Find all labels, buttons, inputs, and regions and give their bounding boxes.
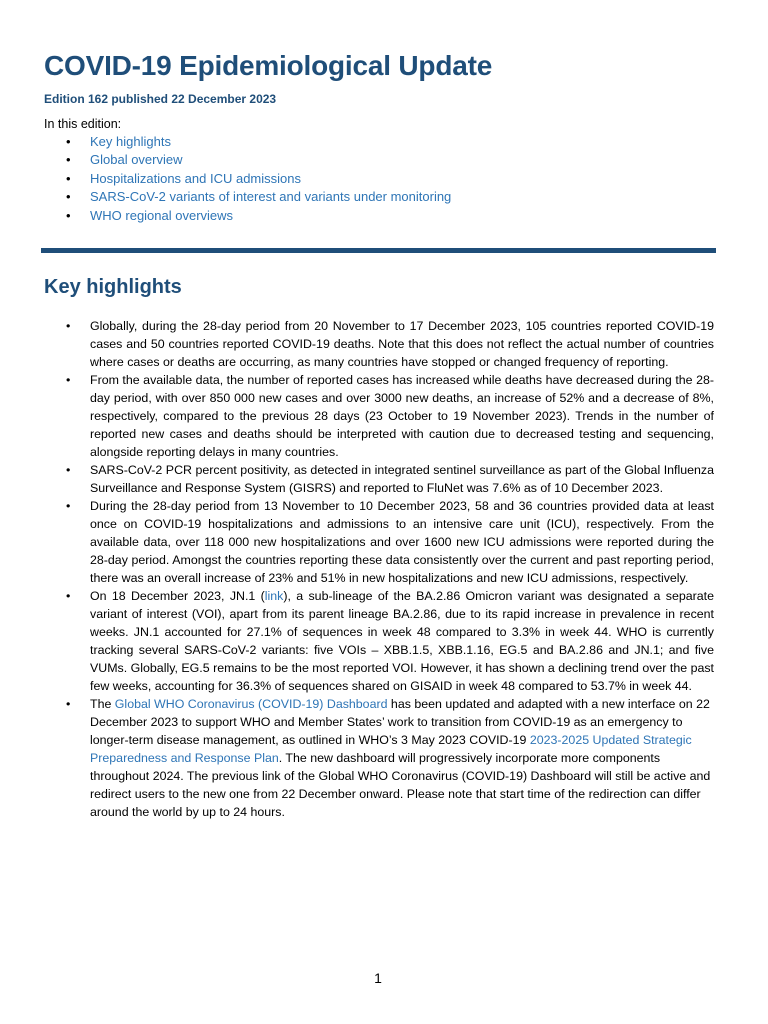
bullet-icon: • — [66, 319, 71, 333]
toc-item-regional-overviews — [44, 207, 451, 225]
section-divider — [41, 248, 716, 253]
highlight-text: Globally, during the 28-day period from 20 November to 17 December 2023, 105 countries reported COVID-19 cases and 50 countries reported COVID-19 deaths. Note that this does not reflect the actual number of countries where cases or deaths are occurring, as many countries have stopped or changed frequency of reporting. — [90, 319, 714, 369]
bullet-icon: • — [66, 170, 71, 186]
page-number: 1 — [374, 970, 382, 986]
list-item — [44, 461, 714, 497]
bullet-icon: • — [66, 134, 71, 149]
toc-item-hospitalizations — [44, 170, 451, 188]
bullet-icon: • — [66, 463, 71, 477]
list-item — [44, 497, 714, 587]
toc-link-hospitalizations[interactable]: Hospitalizations and ICU admissions — [90, 170, 301, 186]
strategic-plan-link[interactable]: 2023-2025 Updated Strategic Preparedness and Response Plan — [90, 733, 692, 765]
toc-item-key-highlights — [44, 133, 451, 151]
highlight-text-part: has been updated and adapted with a new interface on 22 December 2023 to support WHO and Member States’ work to transition from COVID-19 as an emergency to longer-term disease management, as outlined in WHO’s 3 May 2023 COVID-19 — [90, 697, 710, 747]
toc-link-global-overview[interactable]: Global overview — [90, 152, 183, 168]
jn1-link[interactable]: link — [264, 589, 284, 603]
highlight-text-part: ), a sub-lineage of the BA.2.86 Omicron variant was designated a separate variant of interest (VOI), apart from its parent lineage BA.2.86, due to its rapid increase in prevalence in recent weeks. JN.1 accounted for 27.1% of sequences in week 48 compared to 3.3% in week 44. WHO is currently tracking several SARS-CoV-2 variants: five VOIs – XBB.1.5, XBB.1.16, EG.5 and BA.2.86 and JN.1; and five VUMs. Globally, EG.5 remains to be the most reported VOI. However, it has shown a declining trend over the past few weeks, accounting for 36.3% of sequences shared on GISAID in week 48 compared to 53.7% in week 44. — [90, 589, 714, 693]
toc-link-regional-overviews[interactable]: WHO regional overviews — [90, 207, 234, 223]
section-title-key-highlights: Key highlights — [44, 276, 182, 298]
bullet-icon: • — [66, 589, 71, 603]
bullet-icon: • — [66, 152, 71, 168]
key-highlights-list — [44, 317, 714, 821]
edition-line: Edition 162 published 22 December 2023 — [44, 92, 277, 106]
bullet-icon: • — [66, 499, 71, 513]
table-of-contents — [44, 133, 451, 225]
highlight-text-part: On 18 December 2023, JN.1 ( — [90, 589, 265, 603]
highlight-text: During the 28-day period from 13 November to 10 December 2023, 58 and 36 countries provided data at least once on COVID-19 hospitalizations and admissions to an intensive care unit (ICU), respectively. From the available data, over 118 000 new hospitalizations and over 1600 new ICU admissions were reported during the 28-day period. Amongst the countries reporting these data consistently over the current and past reporting period, there was an overall increase of 23% and 51% in new hospitalizations and new ICU admissions, respectively. — [90, 499, 714, 585]
list-item — [44, 317, 714, 371]
toc-link-key-highlights[interactable]: Key highlights — [90, 134, 171, 149]
in-this-edition-label: In this edition: — [44, 117, 122, 131]
highlight-text: SARS-CoV-2 PCR percent positivity, as detected in integrated sentinel surveillance as part of the Global Influenza Surveillance and Response System (GISRS) and reported to FluNet was 7.6% as of 10 December 2023. — [90, 463, 714, 495]
bullet-icon: • — [66, 697, 71, 711]
bullet-icon: • — [66, 189, 71, 205]
toc-item-variants — [44, 188, 451, 206]
bullet-icon: • — [66, 373, 71, 387]
list-item — [44, 371, 714, 461]
list-item — [44, 695, 714, 821]
toc-link-variants[interactable]: SARS-CoV-2 variants of interest and variants under monitoring — [90, 189, 452, 205]
list-item — [44, 587, 714, 695]
toc-item-global-overview — [44, 151, 451, 169]
highlight-text-part: The — [90, 697, 115, 711]
highlight-text-part: . The new dashboard will progressively incorporate more components throughout 2024. The previous link of the Global WHO Coronavirus (COVID-19) Dashboard will still be active and redirect users to the new one from 22 December onward. Please note that start time of the redirection can differ around the world by up to 24 hours. — [90, 751, 711, 819]
dashboard-link[interactable]: Global WHO Coronavirus (COVID-19) Dashboard — [114, 697, 388, 711]
bullet-icon: • — [66, 207, 71, 223]
highlight-text: From the available data, the number of reported cases has increased while deaths have decreased during the 28-day period, with over 850 000 new cases and over 3000 new deaths, an increase of 52% and a decrease of 8%, respectively, compared to the previous 28 days (23 October to 19 November 2023). Trends in the number of reported new cases and deaths should be interpreted with caution due to decreased testing and sequencing, alongside reporting delays in many countries. — [90, 373, 714, 459]
document-title: COVID-19 Epidemiological Update — [44, 50, 493, 81]
